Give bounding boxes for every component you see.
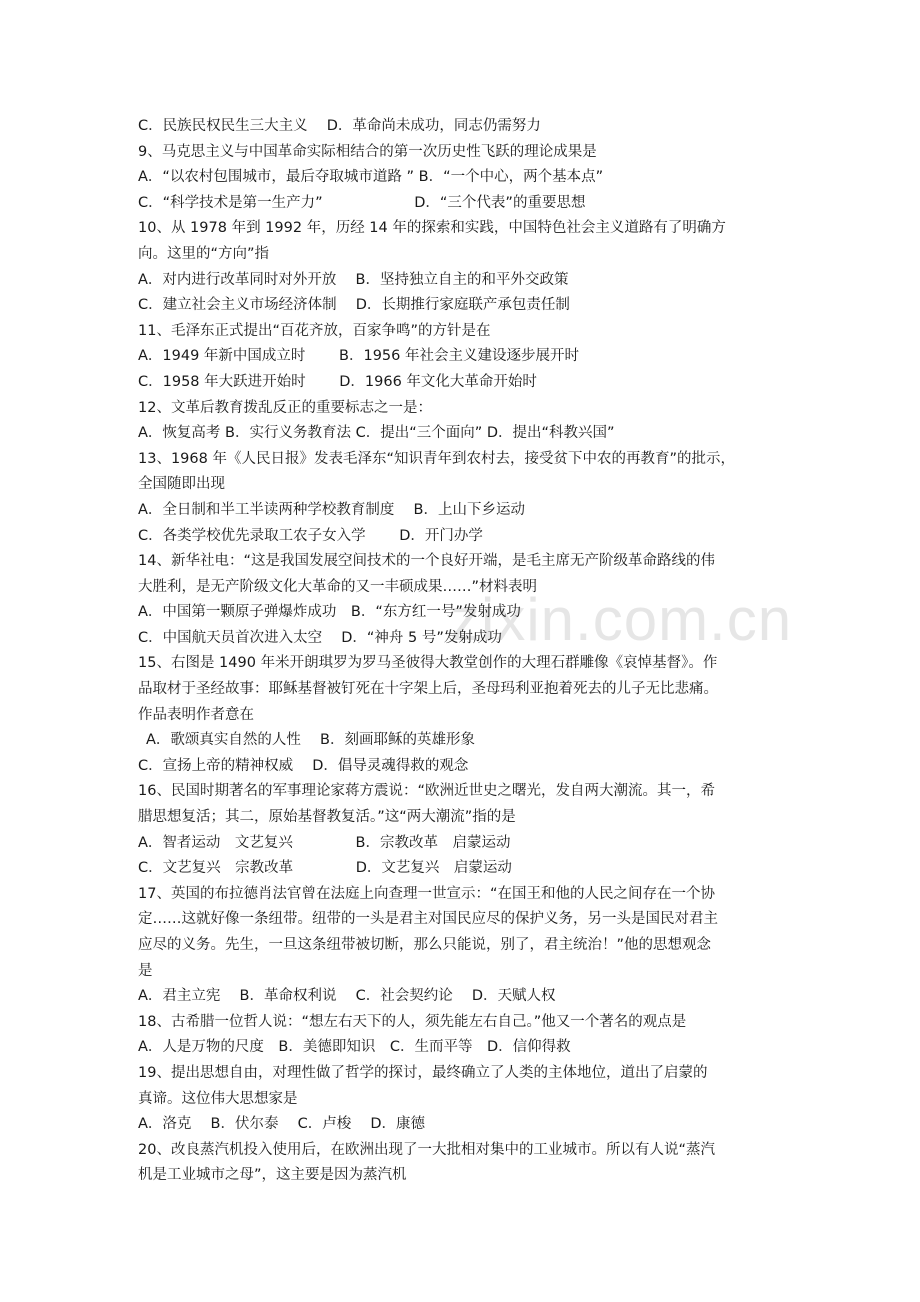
question-17-options: A．君主立宪 B．革命权利说 C．社会契约论 D．天赋人权 [138, 988, 556, 1005]
question-18-stem: 18、古希腊一位哲人说：“想左右天下的人，须先能左右自己。”他又一个著名的观点是 [138, 1013, 687, 1030]
question-13-stem-cont: 全国随即出现 [138, 476, 225, 493]
question-17-stem-cont2: 应尽的义务。先生，一旦这条纽带被切断，那么只能说，别了，君主统治！”他的思想观念 [138, 937, 712, 953]
question-16-options-cd: C．文艺复兴 宗教改革 D．文艺复兴 启蒙运动 [138, 860, 512, 877]
question-10-stem-cont: 向。这里的“方向”指 [138, 245, 270, 262]
question-20-stem: 20、改良蒸汽机投入使用后，在欧洲出现了一大批相对集中的工业城市。所以有人说“蒸汽 [138, 1141, 715, 1158]
question-10-stem: 10、从 1978 年到 1992 年，历经 14 年的探索和实践，中国特色社会主义道路有了明确方 [138, 220, 726, 237]
question-16-options-ab: A．智者运动 文艺复兴 B．宗教改革 启蒙运动 [138, 834, 511, 851]
question-16-stem-cont: 腊思想复活；其二，原始基督教复活。”这“两大潮流”指的是 [138, 809, 516, 826]
question-19-options: A．洛克 B．伏尔泰 C．卢梭 D．康德 [138, 1116, 425, 1133]
question-12-options: A．恢复高考 B．实行义务教育法 C．提出“三个面向” D．提出“科教兴国” [138, 425, 615, 442]
question-12-stem: 12、文革后教育拨乱反正的重要标志之一是： [138, 399, 432, 416]
question-17-stem-cont3: 是 [138, 962, 153, 979]
question-10-options-cd: C．建立社会主义市场经济体制 D．长期推行家庭联产承包责任制 [138, 297, 570, 314]
question-9-options-cd: C．“科学技术是第一生产力” D．“三个代表”的重要思想 [138, 194, 586, 211]
question-17-stem-cont: 定……这就好像一条纽带。纽带的一头是君主对国民应尽的保护义务，另一头是国民对君主 [138, 911, 718, 928]
question-14-stem: 14、新华社电：“这是我国发展空间技术的一个良好开端，是毛主席无产阶级革命路线的伟 [138, 553, 715, 570]
question-13-stem: 13、1968 年《人民日报》发表毛泽东“知识青年到农村去，接受贫下中农的再教育”的批示， [138, 450, 735, 467]
question-15-stem: 15、右图是 1490 年米开朗琪罗为罗马圣彼得大教堂创作的大理石群雕像《哀悼基督》。作 [138, 655, 718, 672]
question-18-options: A．人是万物的尺度 B．美德即知识 C．生而平等 D．信仰得救 [138, 1039, 571, 1056]
question-15-options-cd: C．宣扬上帝的精神权威 D．倡导灵魂得救的观念 [138, 757, 469, 774]
question-11-stem: 11、毛泽东正式提出“百花齐放，百家争鸣”的方针是在 [138, 322, 491, 339]
question-15-stem-cont: 品取材于圣经故事：耶稣基督被钉死在十字架上后，圣母玛利亚抱着死去的儿子无比悲痛。 [138, 681, 718, 698]
question-14-options-cd: C．中国航天员首次进入太空 D．“神舟 5 号”发射成功 [138, 629, 502, 646]
question-11-options-cd: C．1958 年大跃进开始时 D．1966 年文化大革命开始时 [138, 373, 537, 390]
question-19-stem: 19、提出思想自由，对理性做了哲学的探讨，最终确立了人类的主体地位，道出了启蒙的 [138, 1064, 708, 1081]
question-13-options-cd: C．各类学校优先录取工农子女入学 D．开门办学 [138, 527, 483, 544]
question-9-options-ab: A．“以农村包围城市，最后夺取城市道路 ” B．“一个中心，两个基本点” [138, 169, 604, 186]
question-20-stem-cont: 机是工业城市之母”，这主要是因为蒸汽机 [138, 1167, 407, 1184]
question-9-stem: 9、马克思主义与中国革命实际相结合的第一次历史性飞跃的理论成果是 [138, 143, 597, 160]
question-10-options-ab: A．对内进行改革同时对外开放 B．坚持独立自主的和平外交政策 [138, 271, 569, 288]
question-13-options-ab: A．全日制和半工半读两种学校教育制度 B．上山下乡运动 [138, 501, 525, 518]
document-page [138, 114, 788, 1189]
question-16-stem: 16、民国时期著名的军事理论家蒋方震说：“欧洲近世史之曙光，发自两大潮流。其一，希 [138, 783, 715, 800]
question-14-stem-cont: 大胜利，是无产阶级文化大革命的又一丰硕成果……”材料表明 [138, 578, 538, 595]
watermark: zixin.com.cn [450, 586, 793, 653]
question-17-stem: 17、英国的布拉德肖法官曾在法庭上向查理一世宣示：“在国王和他的人民之间存在一个协 [138, 885, 715, 902]
text-line: C．民族民权民生三大主义 D．革命尚未成功，同志仍需努力 [138, 118, 541, 134]
question-15-options-ab: A．歌颂真实自然的人性 B．刻画耶稣的英雄形象 [146, 732, 475, 749]
question-14-options-ab: A．中国第一颗原子弹爆炸成功 B．“东方红一号”发射成功 [138, 604, 521, 621]
question-19-stem-cont: 真谛。这位伟大思想家是 [138, 1090, 298, 1107]
question-15-stem-cont2: 作品表明作者意在 [138, 706, 254, 723]
question-11-options-ab: A．1949 年新中国成立时 B．1956 年社会主义建设逐步展开时 [138, 348, 579, 365]
